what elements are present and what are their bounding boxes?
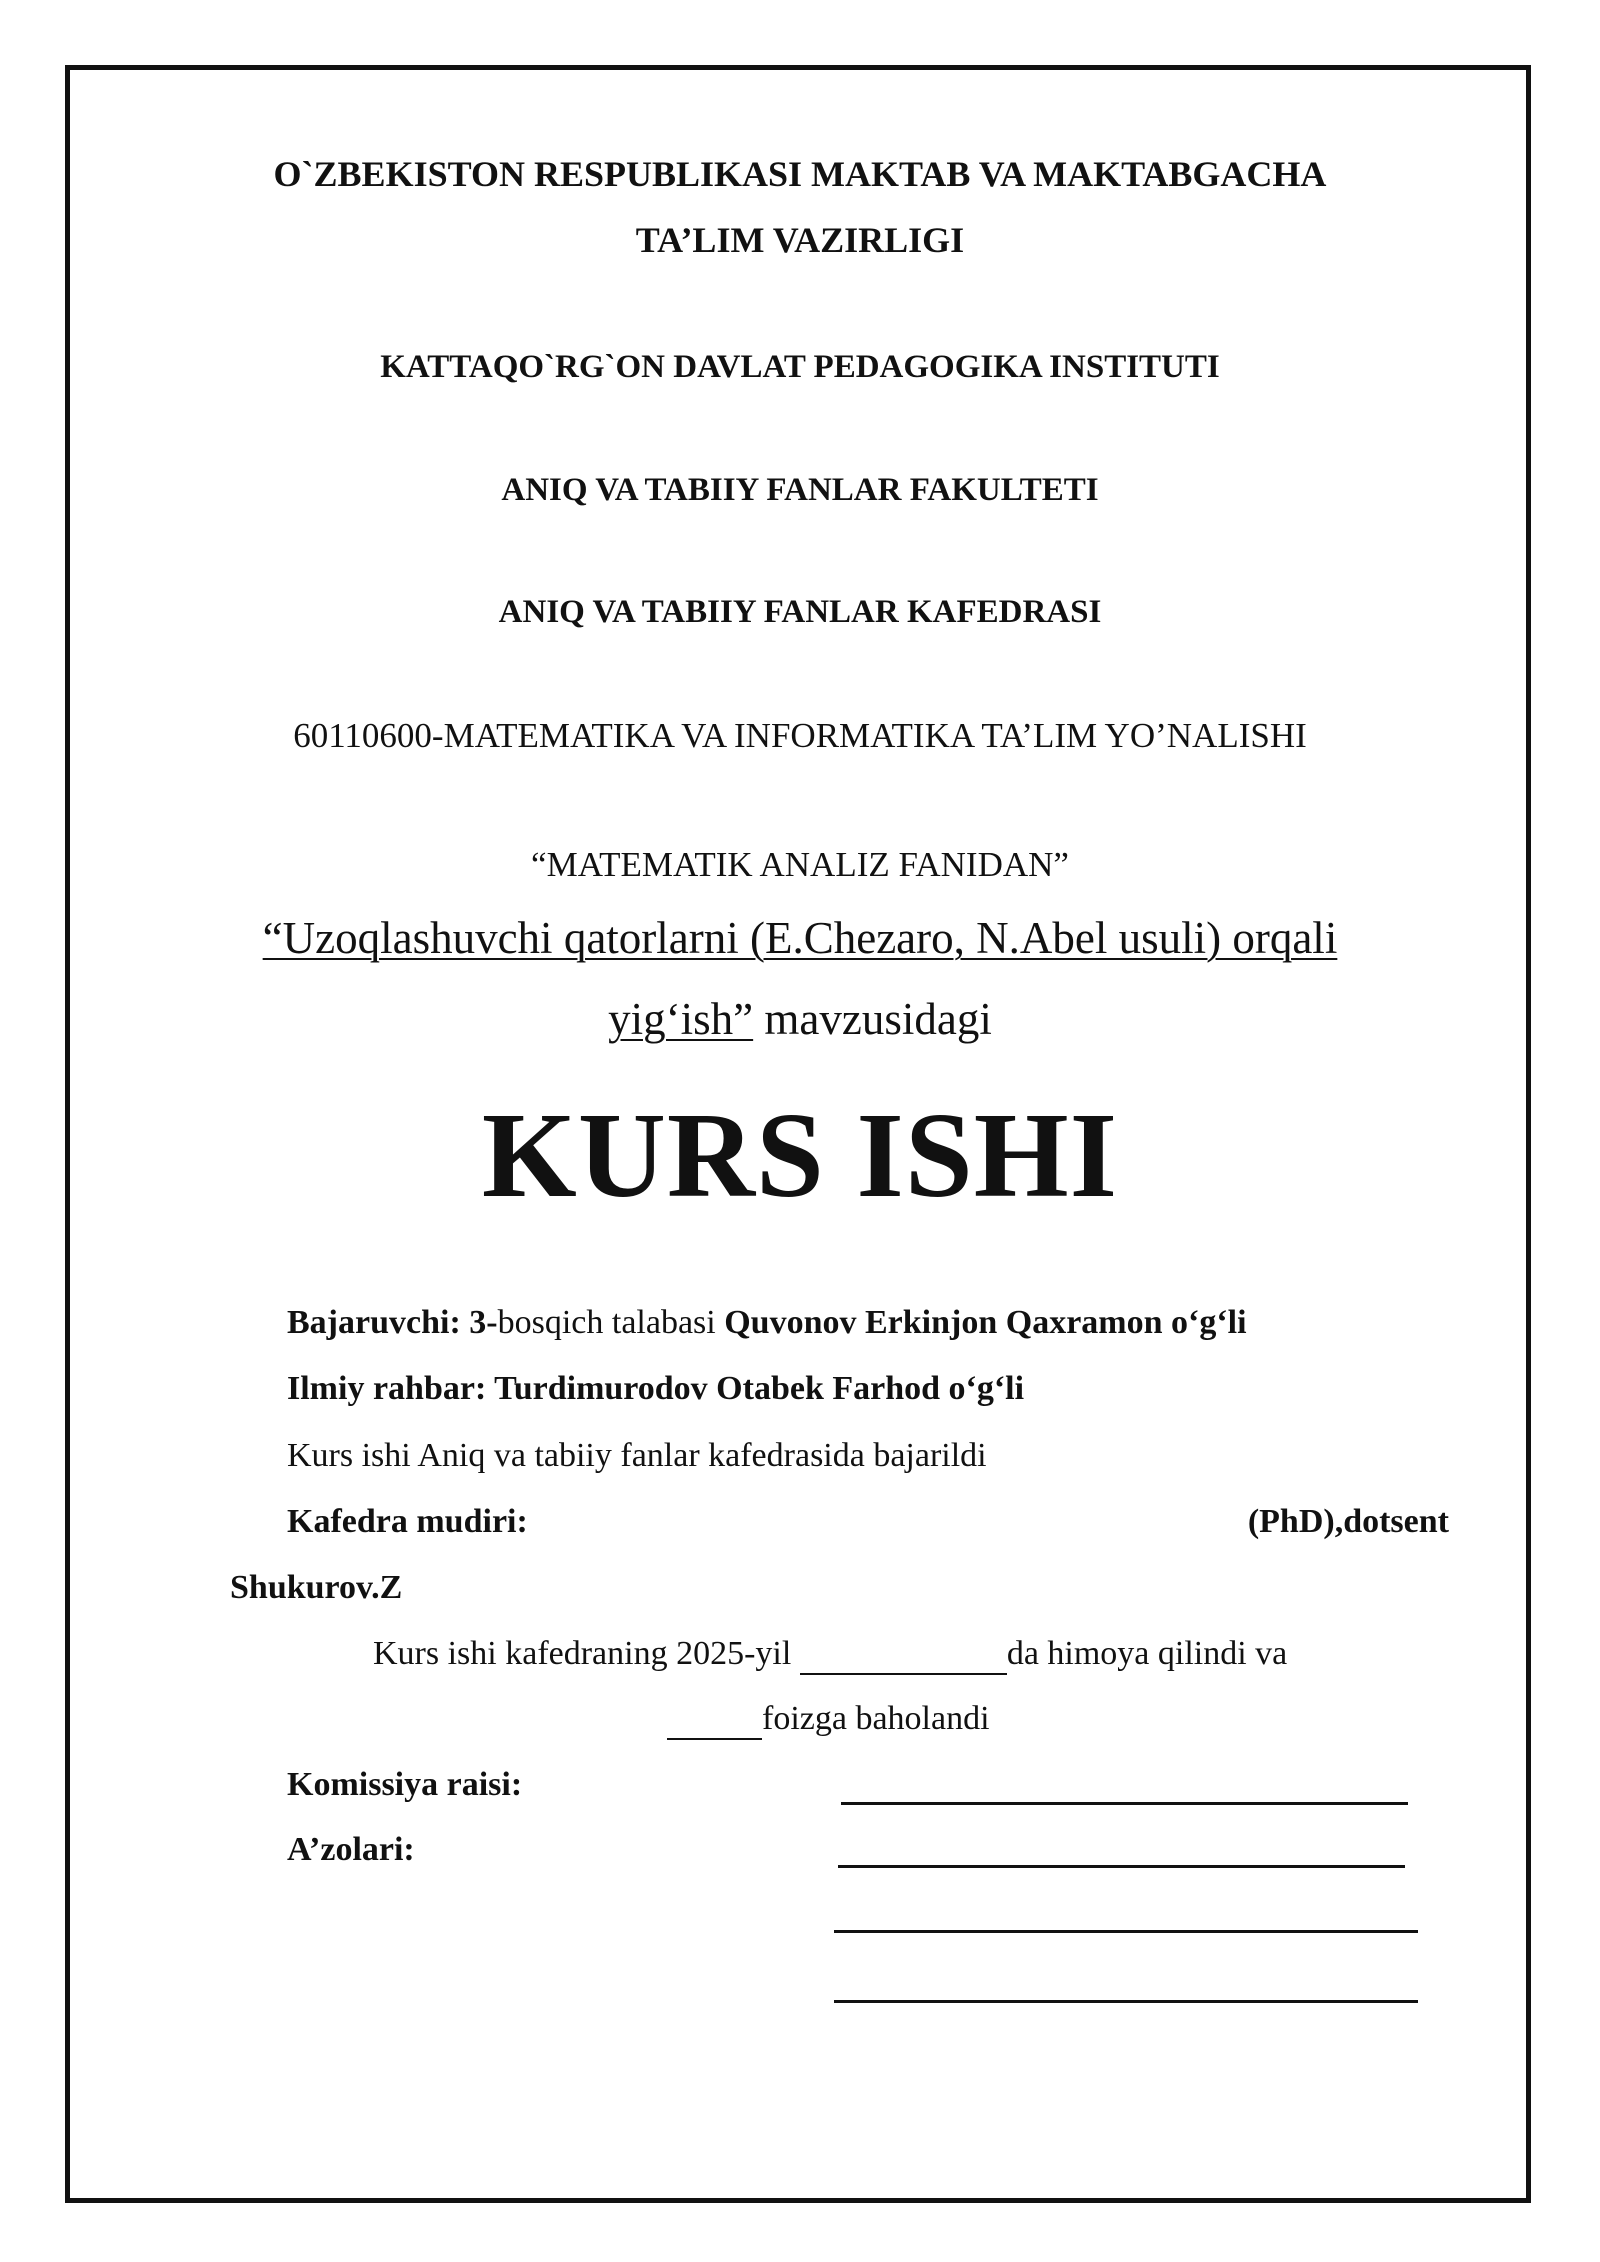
advisor-line: [287, 1370, 1024, 1408]
subject-line: “MATEMATIK ANALIZ FANIDAN”: [531, 845, 1069, 884]
advisor-name: Turdimurodov Otabek Farhod o‘g‘li: [494, 1370, 1025, 1407]
ministry-line-2: TA’LIM VAZIRLIGI: [635, 220, 965, 260]
faculty-name: ANIQ VA TABIIY FANLAR FAKULTETI: [501, 472, 1099, 508]
department-head-name: Shukurov.Z: [230, 1569, 403, 1606]
department-head-title: (PhD),dotsent: [1247, 1503, 1449, 1540]
topic-text-1: “Uzoqlashuvchi qatorlarni (E.Chezaro, N.Abel usuli) orqali: [262, 913, 1338, 963]
performer-label: Bajaruvchi:: [287, 1304, 470, 1341]
defense-suffix: da himoya qilindi va: [1006, 1635, 1288, 1672]
institute-name: KATTAQO`RG`ON DAVLAT PEDAGOGIKA INSTITUTI: [380, 349, 1220, 385]
department-name: ANIQ VA TABIIY FANLAR KAFEDRASI: [498, 594, 1102, 630]
commission-chair-label: Komissiya raisi:: [287, 1766, 523, 1803]
completed-text: Kurs ishi Aniq va tabiiy fanlar kafedrasida bajarildi: [287, 1437, 987, 1474]
grade-blank: [667, 1700, 762, 1740]
program-name: 60110600-MATEMATIKA VA INFORMATIKA TA’LIM YO’NALISHI: [293, 716, 1307, 755]
member-signature-line-2: [834, 1930, 1418, 1933]
performer-name: Quvonov Erkinjon Qaxramon o‘g‘li: [724, 1304, 1247, 1341]
defense-prefix: Kurs ishi kafedraning 2025-yil: [373, 1635, 800, 1672]
grade-line: [667, 1700, 990, 1740]
topic-text-2-underlined: yig‘ish”: [608, 994, 754, 1044]
commission-chair-signature-line: [841, 1802, 1408, 1805]
member-signature-line-1: [838, 1865, 1405, 1868]
performer-mid: bosqich talabasi: [497, 1304, 725, 1341]
ministry-line-1: O`ZBEKISTON RESPUBLIKASI MAKTAB VA MAKTABGACHA: [273, 154, 1327, 194]
topic-line-2: [0, 993, 1600, 1045]
topic-line-1: [0, 912, 1600, 964]
document-title: KURS ISHI: [481, 1088, 1119, 1223]
topic-text-2-rest: mavzusidagi: [753, 994, 992, 1044]
defense-line: [373, 1635, 1287, 1675]
performer-course: 3-: [469, 1304, 498, 1341]
member-signature-line-3: [834, 2000, 1418, 2003]
performer-line: [287, 1304, 1247, 1342]
grade-suffix: foizga baholandi: [762, 1700, 990, 1737]
defense-date-blank: [800, 1635, 1007, 1675]
members-label: A’zolari:: [287, 1831, 415, 1868]
advisor-label: Ilmiy rahbar:: [287, 1370, 495, 1407]
department-head-label: Kafedra mudiri:: [287, 1503, 528, 1540]
